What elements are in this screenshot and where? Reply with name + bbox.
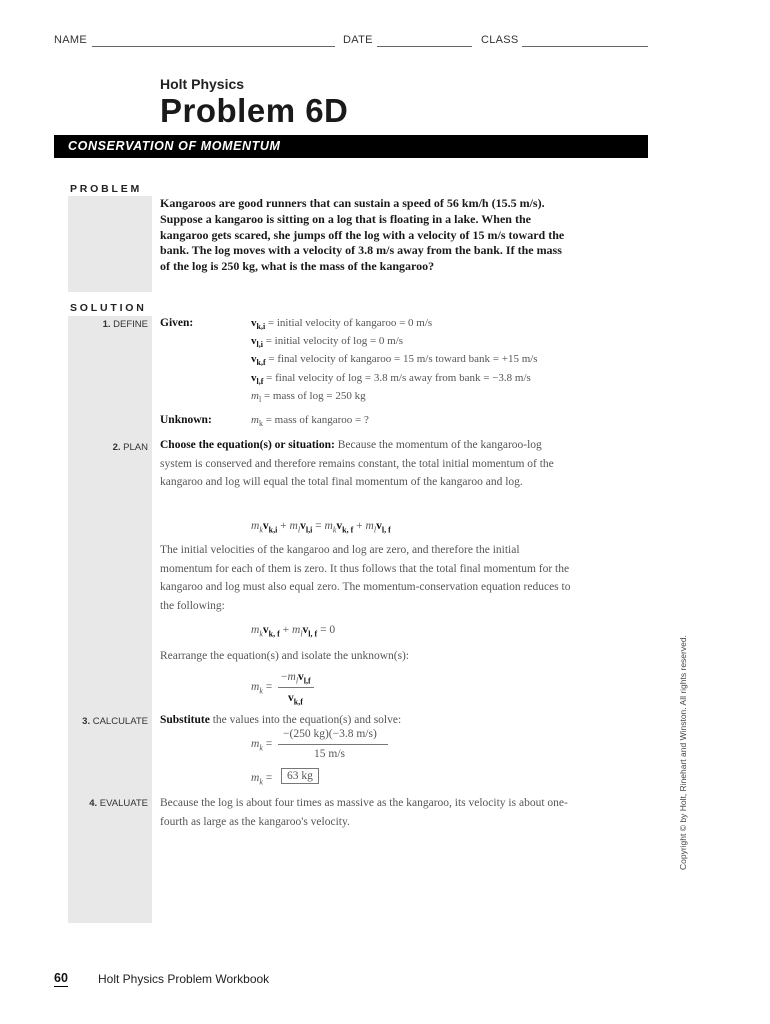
given-item: $v_{l,f}$ = final velocity of log = 3.8 m/s away from bank = −3.8 m/s <box>251 372 531 387</box>
date-label: DATE <box>343 34 373 46</box>
mk-symbol: $m_k$ = <box>251 738 273 753</box>
problem-sidebar <box>68 196 152 292</box>
series-title: Holt Physics <box>160 76 245 92</box>
step-number: 2. <box>112 442 121 453</box>
step-number: 4. <box>89 798 98 809</box>
class-label: CLASS <box>481 34 519 46</box>
step-name: DEFINE <box>113 319 148 330</box>
page-title: Problem 6D <box>160 92 349 129</box>
unknown-item: $m_k$ = mass of kangaroo = ? <box>251 414 369 429</box>
unknown-label: Unknown: <box>160 414 212 426</box>
name-label: NAME <box>54 34 87 46</box>
fraction-numerator: $-m_lv_{l,f}$ <box>281 671 311 686</box>
fraction-bar <box>278 744 388 745</box>
step-evaluate <box>70 798 148 809</box>
calc-denominator: 15 m/s <box>314 748 345 760</box>
problem-text: Kangaroos are good runners that can sustain a speed of 56 km/h (15.5 m/s). Suppose a kangaroo is sitting on a log that is floating in a lake. When the kangaroo gets scared, she jumps off the log with a velocity of 15 m/s toward the bank. The log moves with a velocity of 3.8 m/s away from the bank. If the mass of the log is 250 kg, what is the mass of the kangaroo? <box>160 196 565 274</box>
solution-label: SOLUTION <box>70 302 147 314</box>
step-number: 1. <box>102 319 111 330</box>
page-number: 60 <box>54 971 68 985</box>
solution-sidebar <box>68 316 152 923</box>
rearrange-text: Rearrange the equation(s) and isolate the unknown(s): <box>160 650 410 662</box>
book-title: Holt Physics Problem Workbook <box>98 972 270 986</box>
given-item: $m_l$ = mass of log = 250 kg <box>251 390 366 405</box>
mk-symbol: $m_k$ = <box>251 772 273 787</box>
calculate-text: Substitute the values into the equation(s) and solve: <box>160 714 402 726</box>
step-name: EVALUATE <box>99 798 148 809</box>
copyright-notice: Copyright © by Holt, Rinehart and Winston. All rights reserved. <box>678 635 688 870</box>
given-item: $v_{l,i}$ = initial velocity of log = 0 m/s <box>251 335 404 350</box>
evaluate-text: Because the log is about four times as massive as the kangaroo, its velocity is about one-fourth as large as the kangaroo's velocity. <box>160 797 568 828</box>
answer-box: 63 kg <box>281 768 319 784</box>
momentum-equation: $m_kv_{k,i} + m_lv_{l,i} = m_kv_{k, f} + m_lv_{l, f}$ <box>251 520 391 535</box>
step-number: 3. <box>82 716 91 727</box>
problem-label: PROBLEM <box>70 183 143 195</box>
topic-title: CONSERVATION OF MOMENTUM <box>68 139 281 153</box>
fraction-bar <box>278 687 314 688</box>
plan-paragraph-2: The initial velocities of the kangaroo and log are zero, and therefore the initial momentum for each of them is zero. It thus follows that the total final momentum for the kangaroo and log must also equal zero. The momentum-conservation equation reduces to the following: <box>160 544 571 612</box>
step-name: CALCULATE <box>92 716 148 727</box>
given-label: Given: <box>160 317 194 329</box>
given-item: $v_{k,f}$ = final velocity of kangaroo = 15 m/s toward bank = +15 m/s <box>251 353 538 368</box>
fraction-denominator: $v_{k,f}$ <box>288 692 303 707</box>
date-line[interactable] <box>377 46 472 47</box>
name-line[interactable] <box>92 46 335 47</box>
step-define <box>70 319 148 330</box>
plan-paragraph: Choose the equation(s) or situation: Because the momentum of the kangaroo-log system is conserved and therefore remains constant, the total initial momentum of the kangaroo and log will equal the total final momentum of the kangaroo and log. <box>160 439 554 488</box>
reduced-equation: $m_kv_{k, f} + m_lv_{l, f} = 0$ <box>251 624 336 639</box>
calc-numerator: −(250 kg)(−3.8 m/s) <box>283 728 377 740</box>
step-calculate <box>70 716 148 727</box>
mk-symbol: $m_k$ = <box>251 681 273 696</box>
step-plan <box>70 442 148 453</box>
given-item: $v_{k,i}$ = initial velocity of kangaroo = 0 m/s <box>251 317 433 332</box>
class-line[interactable] <box>522 46 648 47</box>
step-name: PLAN <box>123 442 148 453</box>
